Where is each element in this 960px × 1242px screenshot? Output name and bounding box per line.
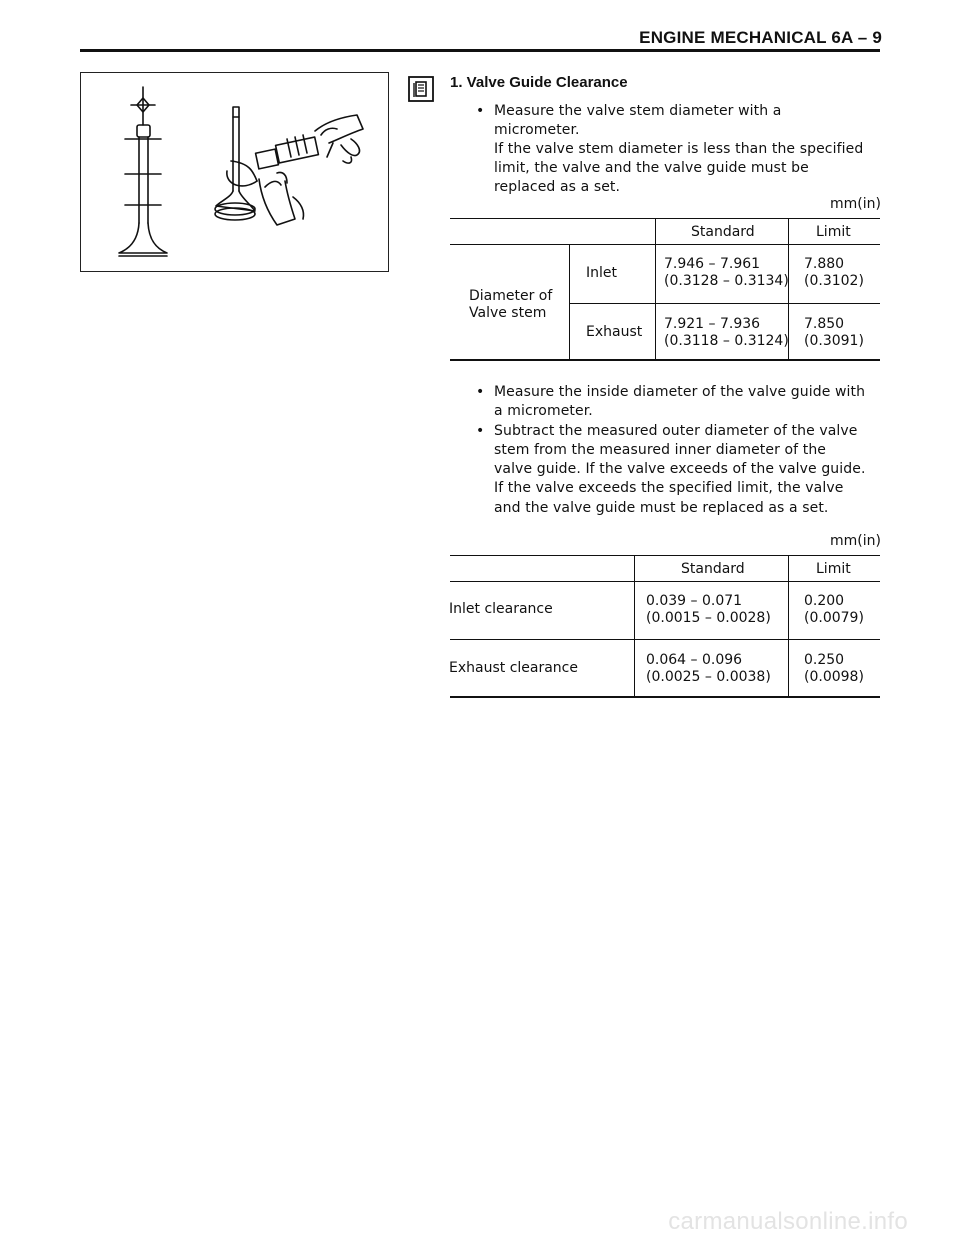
bullet-text-line: limit, the valve and the valve guide must be	[494, 160, 809, 176]
table1-exhaust-limit-in: (0.3091)	[804, 333, 864, 349]
watermark: carmanualsonline.info	[668, 1208, 908, 1235]
bullet-text-line: a micrometer.	[494, 403, 593, 419]
bullet-dot: •	[476, 423, 485, 439]
table1-inlet-limit-in: (0.3102)	[804, 273, 864, 289]
bullet-dot: •	[476, 384, 485, 400]
table2-exhaust-limit: 0.250	[804, 652, 845, 668]
spec-icon-graphic	[408, 76, 434, 102]
table-divider	[655, 218, 656, 360]
table-rule	[450, 696, 880, 698]
table2-header-standard: Standard	[681, 561, 745, 577]
table-divider	[788, 555, 789, 697]
table2-inlet-limit: 0.200	[804, 593, 845, 609]
table1-unit: mm(in)	[830, 196, 881, 212]
table2-inlet-standard-in: (0.0015 – 0.0028)	[646, 610, 771, 626]
table2-inlet-label: Inlet clearance	[449, 601, 553, 617]
table2-header-limit: Limit	[816, 561, 851, 577]
table-rule	[450, 218, 880, 219]
table2-exhaust-limit-in: (0.0098)	[804, 669, 864, 685]
table2-exhaust-standard-in: (0.0025 – 0.0038)	[646, 669, 771, 685]
table-rule	[450, 244, 880, 245]
bullet-text-line: stem from the measured inner diameter of the	[494, 442, 827, 458]
table-rule	[450, 555, 880, 556]
bullet-measure-guide	[476, 383, 896, 423]
bullet-text-line: Measure the valve stem diameter with a	[494, 103, 782, 119]
header-rule	[80, 49, 880, 52]
table1-row-label: Valve stem	[469, 305, 547, 321]
table1-exhaust-standard-in: (0.3118 – 0.3124)	[664, 333, 789, 349]
specification-book-icon	[408, 76, 434, 102]
valve-micrometer-drawing	[81, 73, 388, 271]
table1-inlet-limit: 7.880	[804, 256, 845, 272]
bullet-measure-stem	[476, 102, 896, 197]
bullet-text-line: micrometer.	[494, 122, 580, 138]
section-heading: 1. Valve Guide Clearance	[450, 74, 628, 91]
table2-inlet-limit-in: (0.0079)	[804, 610, 864, 626]
bullet-text-line: If the valve stem diameter is less than the specified	[494, 141, 864, 157]
bullet-text-line: valve guide. If the valve exceeds of the valve guide.	[494, 461, 866, 477]
table1-exhaust-limit: 7.850	[804, 316, 845, 332]
table2-unit: mm(in)	[830, 533, 881, 549]
table1-inlet-label: Inlet	[586, 265, 617, 281]
table2-inlet-standard: 0.039 – 0.071	[646, 593, 743, 609]
table1-header-standard: Standard	[691, 224, 755, 240]
bullet-text-line: Subtract the measured outer diameter of the valve	[494, 423, 858, 439]
table1-inlet-standard-in: (0.3128 – 0.3134)	[664, 273, 789, 289]
table-rule	[450, 639, 880, 640]
bullet-subtract	[476, 422, 896, 522]
table-rule	[450, 581, 880, 582]
bullet-text-line: replaced as a set.	[494, 179, 621, 195]
bullet-dot: •	[476, 103, 485, 119]
table1-inlet-standard: 7.946 – 7.961	[664, 256, 761, 272]
table-divider	[569, 244, 570, 360]
table2-exhaust-label: Exhaust clearance	[449, 660, 578, 676]
table1-row-label: Diameter of	[469, 288, 553, 304]
table1-header-limit: Limit	[816, 224, 851, 240]
bullet-text-line: and the valve guide must be replaced as a set.	[494, 500, 829, 516]
bullet-text-line: Measure the inside diameter of the valve guide with	[494, 384, 866, 400]
table1-exhaust-standard: 7.921 – 7.936	[664, 316, 761, 332]
table1-exhaust-label: Exhaust	[586, 324, 643, 340]
table-rule	[570, 303, 880, 304]
valve-micrometer-illustration	[80, 72, 389, 272]
bullet-text-line: If the valve exceeds the specified limit, the valve	[494, 480, 844, 496]
table-divider	[634, 555, 635, 697]
table2-exhaust-standard: 0.064 – 0.096	[646, 652, 743, 668]
page-header-title: ENGINE MECHANICAL 6A – 9	[639, 28, 882, 47]
table-rule	[450, 359, 880, 361]
